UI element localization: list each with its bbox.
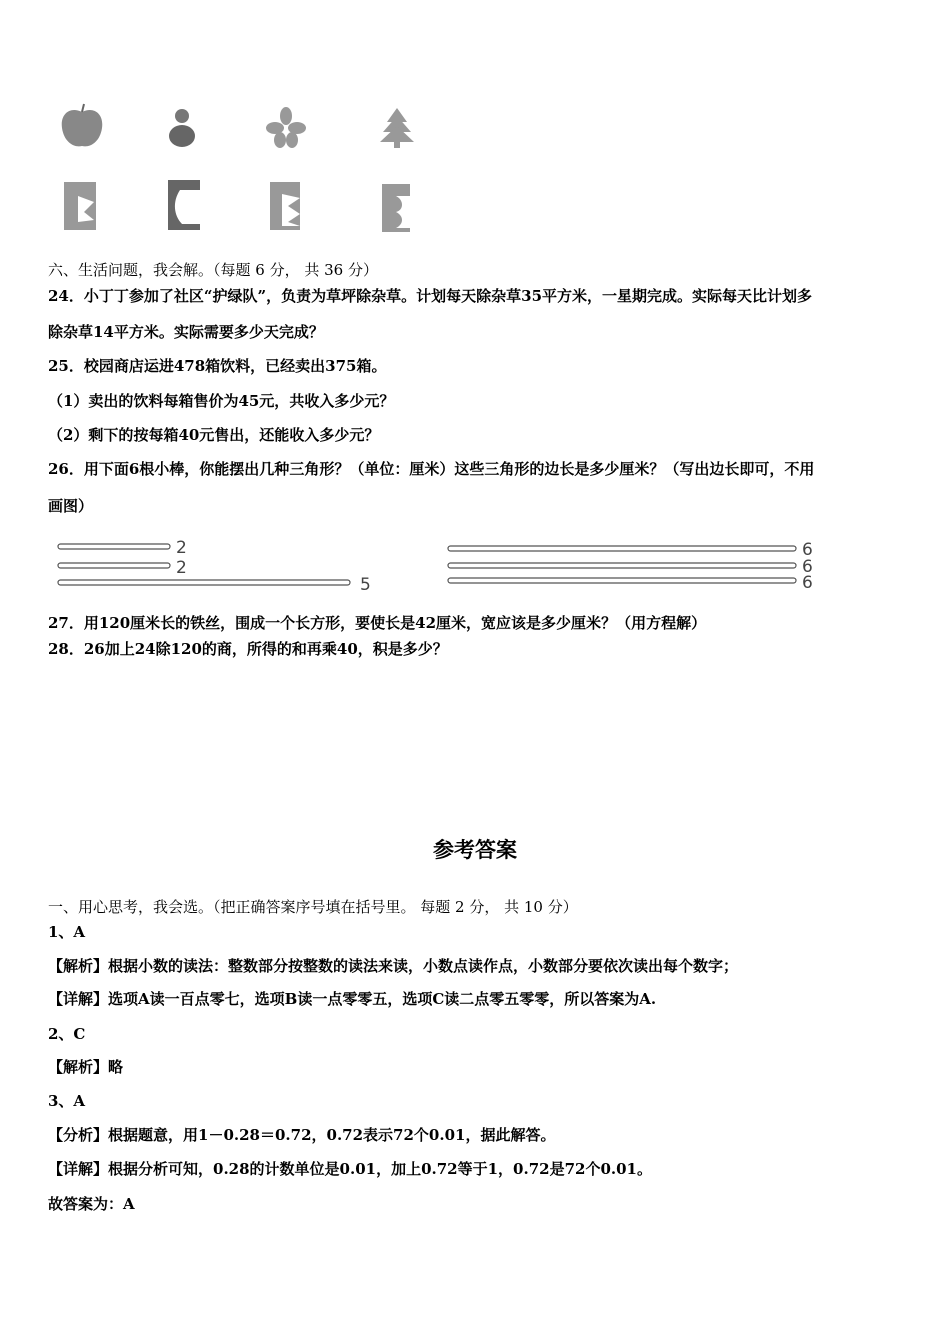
- stick-5cm: [58, 580, 350, 585]
- flower-shape-icon: [266, 107, 306, 148]
- shape-figures-row: [50, 98, 430, 238]
- stick-label-right-2: 6: [802, 557, 813, 577]
- answer-1-analysis: 【解析】根据小数的读法：整数部分按整数的读法来读，小数点读作点，小数部分要依次读出每个数字；: [48, 957, 739, 975]
- question-25-part1: （1）卖出的饮料每箱售价为45元，共收入多少元？: [48, 392, 395, 410]
- card-cutout-4-icon: [382, 184, 410, 232]
- stick-6cm-c: [448, 578, 796, 583]
- answer-1: 1、A: [48, 923, 86, 941]
- question-27: 27．用120厘米长的铁丝，围成一个长方形，要使长是42厘米，宽应该是多少厘米？（用方程解）: [48, 614, 707, 632]
- stick-2cm-a: [58, 544, 170, 549]
- sticks-figure-left: [54, 536, 384, 594]
- stick-6cm-b: [448, 563, 796, 568]
- card-cutout-1-icon: [64, 182, 96, 230]
- apple-shape-icon: [62, 104, 103, 146]
- answer-3: 3、A: [48, 1092, 86, 1110]
- tree-shape-icon: [380, 108, 414, 148]
- question-24-line1: 24．小丁丁参加了社区“护绿队”，负责为草坪除杂草。计划每天除杂草35平方米，一星期完成。实际每天比计划多: [48, 287, 813, 305]
- card-cutout-3-icon: [270, 182, 300, 230]
- stick-label-left-1: 2: [176, 538, 187, 558]
- card-cutout-2-icon: [168, 180, 200, 230]
- stick-label-right-3: 6: [802, 573, 813, 593]
- question-25: 25．校园商店运进478箱饮料，已经卖出375箱。: [48, 357, 387, 375]
- section-one-heading: 一、用心思考，我会选。（把正确答案序号填在括号里。 每题 2 分， 共 10 分）: [48, 898, 578, 916]
- gourd-shape-icon: [169, 109, 195, 147]
- stick-2cm-b: [58, 563, 170, 568]
- question-24-line2: 除杂草14平方米。实际需要多少天完成？: [48, 323, 324, 341]
- question-26-line1: 26．用下面6根小棒，你能摆出几种三角形？（单位：厘米）这些三角形的边长是多少厘米？（写出边长即可，不用: [48, 460, 815, 478]
- section-six-heading: 六、生活问题，我会解。（每题 6 分， 共 36 分）: [48, 261, 378, 279]
- stick-label-left-3: 5: [360, 575, 371, 594]
- question-25-part2: （2）剩下的按每箱40元售出，还能收入多少元？: [48, 426, 380, 444]
- answer-3-detail: 【详解】根据分析可知，0.28的计数单位是0.01，加上0.72等于1，0.72是72个0.01。: [48, 1160, 652, 1178]
- question-28: 28．26加上24除120的商，所得的和再乘40，积是多少？: [48, 640, 448, 658]
- answer-2-analysis: 【解析】略: [48, 1058, 124, 1076]
- answer-3-analysis: 【分析】根据题意，用1－0.28＝0.72，0.72表示72个0.01，据此解答。: [48, 1126, 556, 1144]
- answer-title: 参考答案: [433, 838, 517, 862]
- answer-1-detail: 【详解】选项A读一百点零七，选项B读一点零零五，选项C读二点零五零零，所以答案为A.: [48, 990, 657, 1008]
- question-26-line2: 画图）: [48, 497, 94, 515]
- stick-label-right-1: 6: [802, 540, 813, 560]
- sticks-figure-right: [444, 538, 824, 594]
- answer-2: 2、C: [48, 1025, 86, 1043]
- stick-label-left-2: 2: [176, 558, 187, 578]
- stick-6cm-a: [448, 546, 796, 551]
- answer-3-conclusion: 故答案为：A: [48, 1195, 135, 1213]
